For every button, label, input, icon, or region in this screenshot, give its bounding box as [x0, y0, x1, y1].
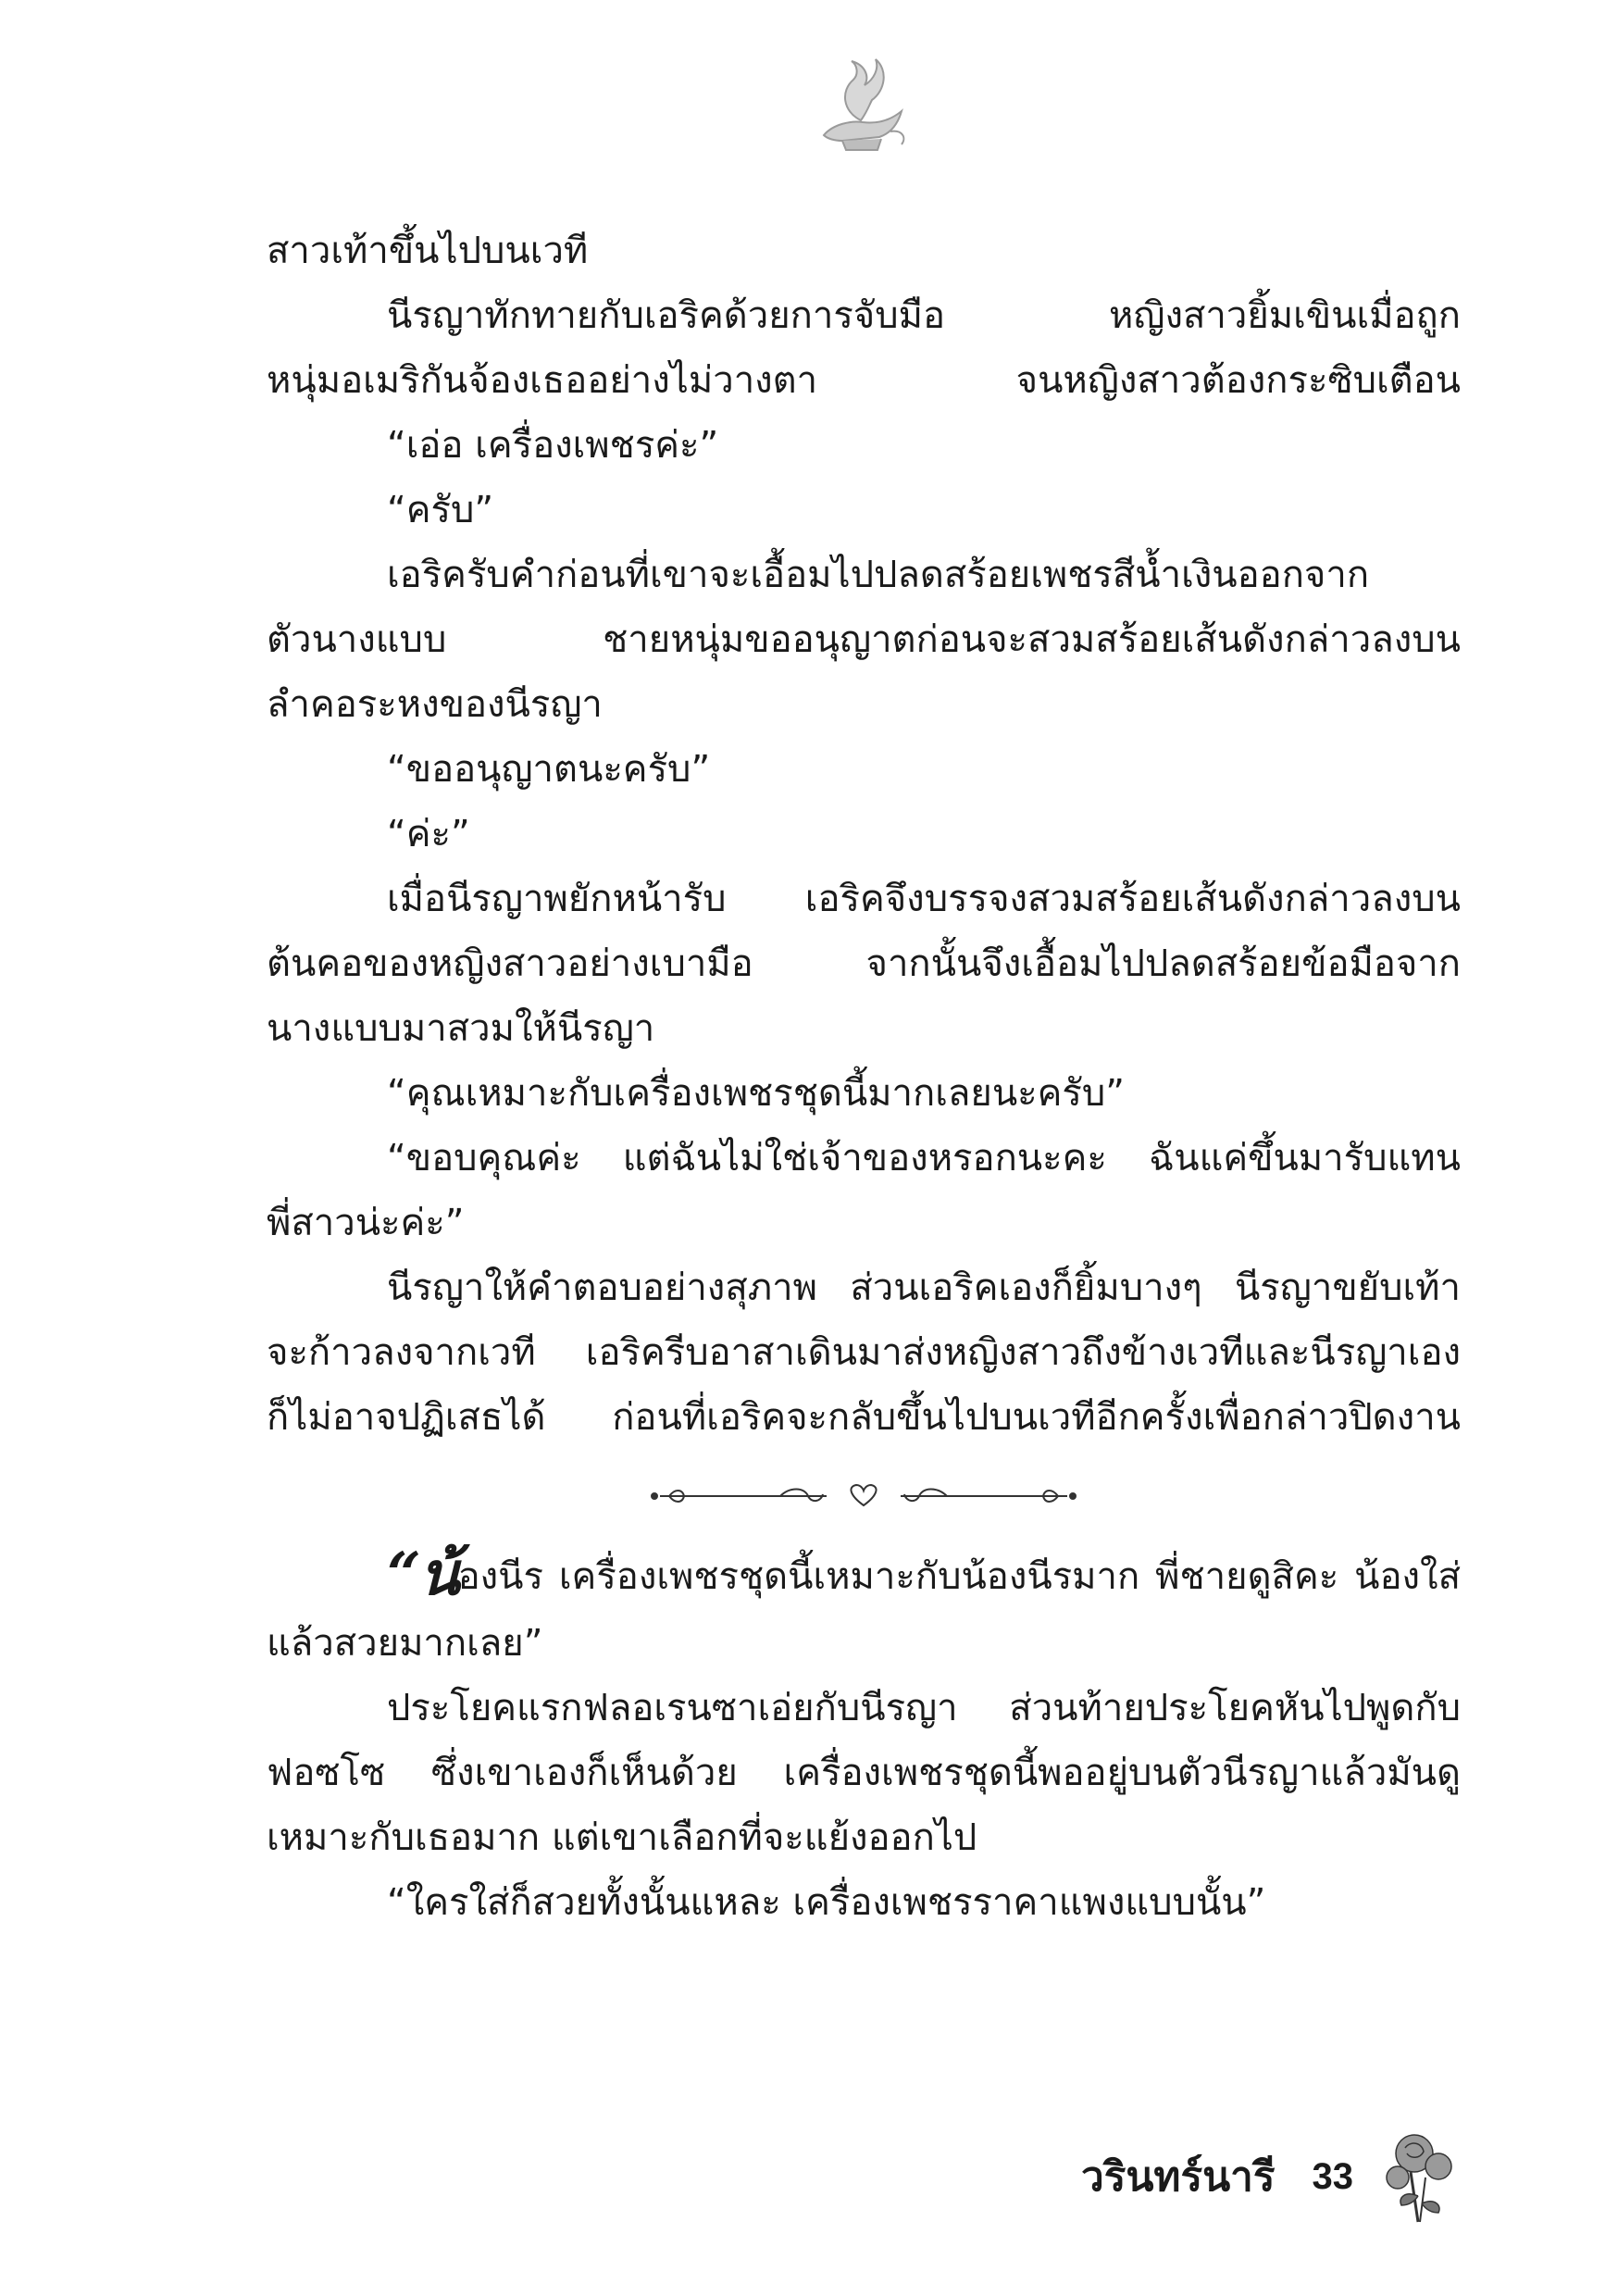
page-footer: [1081, 2126, 1462, 2227]
text-line: นีรญาให้คำตอบอย่างสุภาพ ส่วนเอริคเองก็ยิ้มบางๆ นีรญาขยับเท้า: [387, 1267, 1461, 1309]
text-line: นีรญาทักทายกับเอริคด้วยการจับมือ หญิงสาวยิ้มเขินเมื่อถูก: [387, 294, 1461, 337]
text-line: เอริครับคำก่อนที่เขาจะเอื้อมไปปลดสร้อยเพชรสีน้ำเงินออกจาก: [387, 554, 1370, 596]
text-line: สาวเท้าขึ้นไปบนเวที: [267, 230, 589, 272]
text-line: ฟอซโซ ซึ่งเขาเองก็เห็นด้วย เครื่องเพชรชุดนี้พออยู่บนตัวนีรญาแล้วมันดู: [267, 1752, 1461, 1794]
text-line: แล้วสวยมากเลย”: [267, 1622, 543, 1665]
dropcap: “น้: [387, 1540, 458, 1609]
text-line-dropcap: [267, 1539, 1461, 1611]
text-line: “คุณเหมาะกับเครื่องเพชรชุดนี้มากเลยนะครับ”: [387, 1072, 1126, 1115]
page-body: [267, 218, 1461, 1935]
text-line: “ค่ะ”: [387, 813, 470, 855]
heart-divider-icon: [641, 1478, 1086, 1515]
text-line: ลำคอระหงของนีรญา: [267, 683, 603, 726]
text-line: ประโยคแรกฟลอเรนซาเอ่ยกับนีรญา ส่วนท้ายประโยคหันไปพูดกับ: [387, 1687, 1461, 1729]
dropcap-rest: องนีร เครื่องเพชรชุดนี้เหมาะกับน้องนีรมาก พี่ชายดูสิคะ น้องใส่: [457, 1555, 1461, 1598]
text-line: “ขอบคุณค่ะ แต่ฉันไม่ใช่เจ้าของหรอกนะคะ ฉันแค่ขึ้นมารับแทน: [387, 1137, 1461, 1179]
rose-icon: [1374, 2126, 1462, 2227]
text-line: เหมาะกับเธอมาก แต่เขาเลือกที่จะแย้งออกไป: [267, 1816, 977, 1859]
book-title: วรินทร์นารี: [1081, 2153, 1276, 2201]
page-number: 33: [1312, 2155, 1353, 2197]
genie-lamp-icon: [805, 56, 916, 157]
text-line: “ขออนุญาตนะครับ”: [387, 748, 711, 791]
text-line: จะก้าวลงจากเวที เอริครีบอาสาเดินมาส่งหญิงสาวถึงข้างเวทีและนีรญาเอง: [267, 1331, 1461, 1374]
text-line: พี่สาวน่ะค่ะ”: [267, 1202, 465, 1244]
text-line: เมื่อนีรญาพยักหน้ารับ เอริคจึงบรรจงสวมสร้อยเส้นดังกล่าวลงบน: [387, 878, 1461, 920]
text-line: “ใครใส่ก็สวยทั้งนั้นแหละ เครื่องเพชรราคาแพงแบบนั้น”: [387, 1881, 1266, 1924]
text-line: “ครับ”: [387, 489, 494, 531]
text-line: นางแบบมาสวมให้นีรญา: [267, 1007, 655, 1050]
text-line: ต้นคอของหญิงสาวอย่างเบามือ จากนั้นจึงเอื้อมไปปลดสร้อยข้อมือจาก: [267, 942, 1461, 985]
text-line: ตัวนางแบบ ชายหนุ่มขออนุญาตก่อนจะสวมสร้อยเส้นดังกล่าวลงบน: [267, 618, 1461, 661]
text-line: หนุ่มอเมริกันจ้องเธออย่างไม่วางตา จนหญิงสาวต้องกระซิบเตือน: [267, 359, 1461, 402]
text-line: ก็ไม่อาจปฏิเสธได้ ก่อนที่เอริคจะกลับขึ้นไปบนเวทีอีกครั้งเพื่อกล่าวปิดงาน: [267, 1396, 1461, 1439]
section-divider: [267, 1454, 1461, 1539]
text-line: “เอ่อ เครื่องเพชรค่ะ”: [387, 424, 719, 467]
